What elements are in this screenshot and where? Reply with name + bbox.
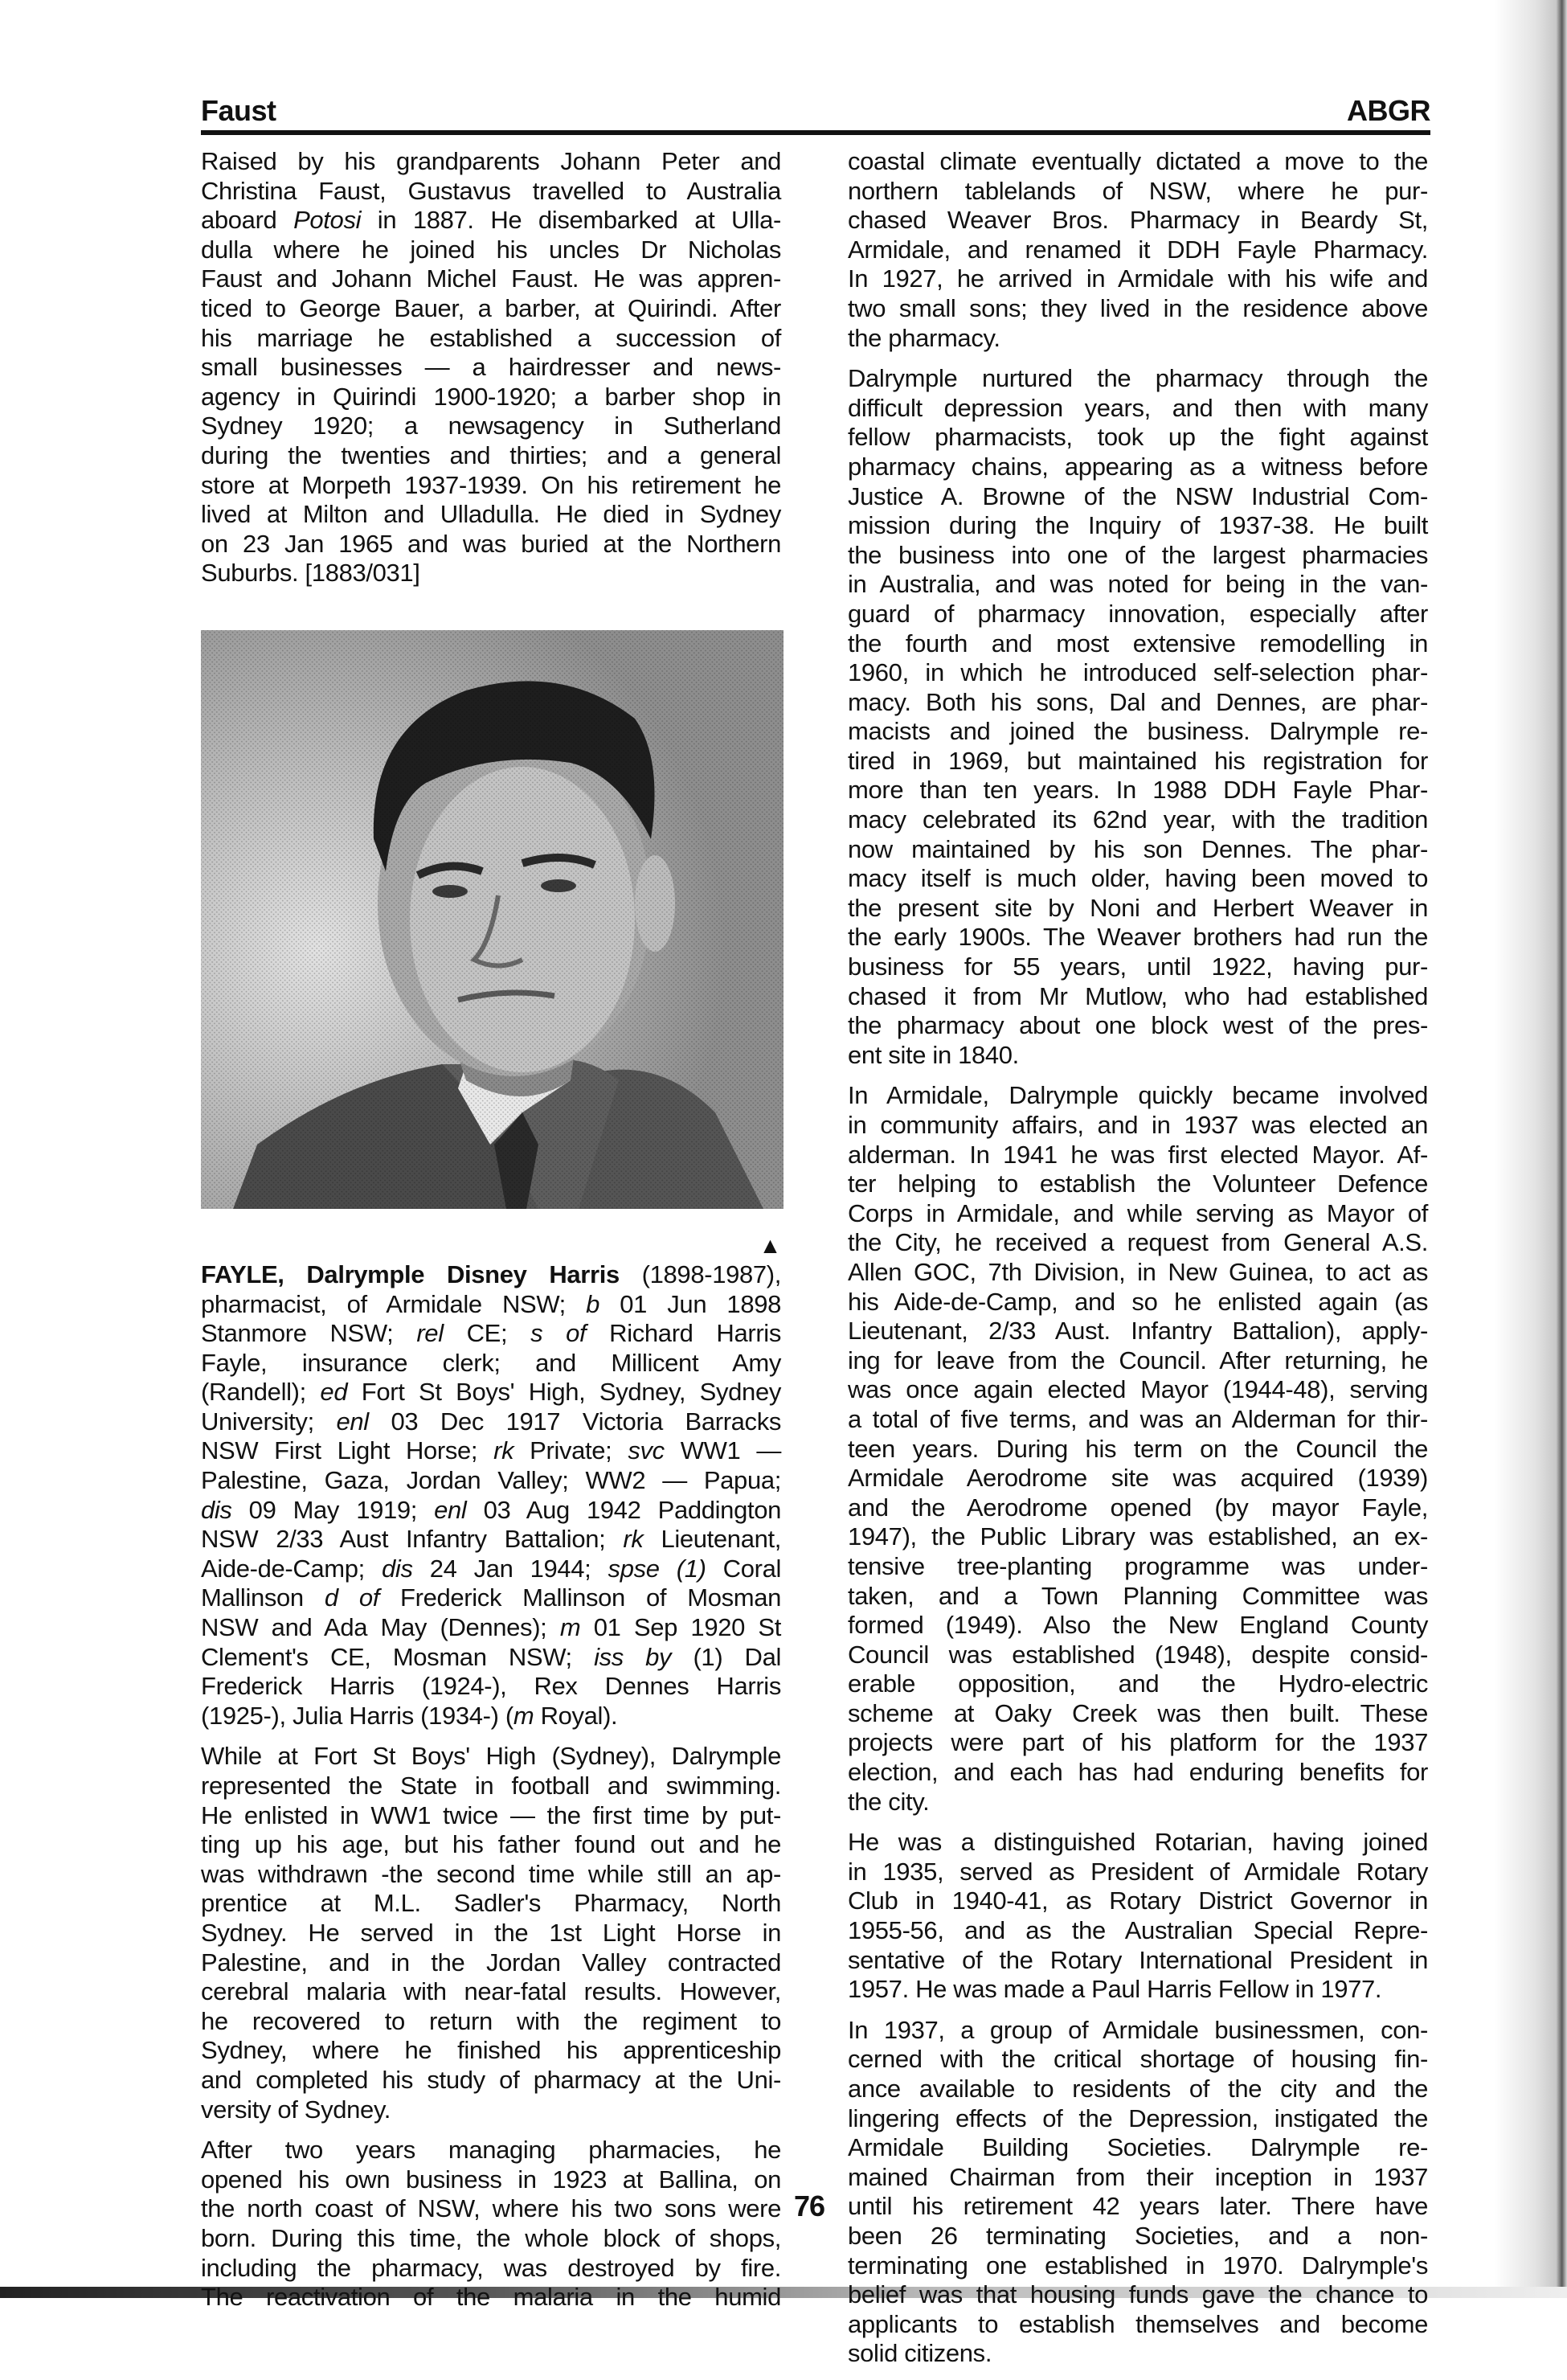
text-line: Christina Faust, Gustavus travelled to Australia [201, 176, 781, 205]
text-line: applicants to establish themselves and become [848, 2309, 1428, 2338]
text-line: 1960, in which he introduced self-selection phar- [848, 658, 1428, 687]
text-line: the pharmacy. [848, 323, 1000, 352]
text-line: more than ten years. In 1988 DDH Fayle Phar- [848, 776, 1428, 805]
right-column [848, 147, 1428, 2380]
text-line: Sydney, where he finished his apprenticeship [201, 2036, 781, 2065]
text-line: Stanmore NSW; rel CE; s of Richard Harris [201, 1319, 781, 1348]
text-line: guard of pharmacy innovation, especially after [848, 599, 1428, 628]
text-line: the fourth and most extensive remodelling in [848, 629, 1428, 657]
text-line: his Aide-de-Camp, and so he enlisted again (as [848, 1287, 1428, 1316]
text-line: Allen GOC, 7th Division, in New Guinea, to act as [848, 1257, 1428, 1286]
text-line: (Randell); ed Fort St Boys' High, Sydney, Sydney [201, 1378, 781, 1407]
text-line: lived at Milton and Ulladulla. He died in Sydney [201, 500, 781, 529]
text-line: Faust and Johann Michel Faust. He was appren- [201, 264, 781, 293]
text-line: Lieutenant, 2/33 Aust. Infantry Battalion), apply- [848, 1317, 1428, 1346]
text-line: the pharmacy about one block west of the pres- [848, 1011, 1428, 1040]
portrait-photo [201, 630, 784, 1209]
text-line: Council was established (1948), despite consid- [848, 1640, 1428, 1669]
text-line: mission during the Inquiry of 1937-38. He built [848, 511, 1428, 540]
text-line: represented the State in football and swimming. [201, 1772, 781, 1800]
text-line: Sydney 1920; a newsagency in Sutherland [201, 412, 781, 440]
paragraph [848, 2016, 1428, 2369]
running-head-right: ABGR [1347, 94, 1430, 127]
text-line: lingering effects of the Depression, instigated the [848, 2103, 1428, 2132]
text-line: Palestine, and in the Jordan Valley contracted [201, 1948, 781, 1977]
text-line: business for 55 years, until 1922, having pur- [848, 952, 1428, 981]
text-line: While at Fort St Boys' High (Sydney), Dalrymple [201, 1742, 781, 1771]
text-line: on 23 Jan 1965 and was buried at the Northern [201, 529, 781, 558]
text-line: dulla where he joined his uncles Dr Nicholas [201, 235, 781, 264]
text-line: Dalrymple nurtured the pharmacy through the [848, 364, 1428, 393]
text-line: FAYLE, Dalrymple Disney Harris (1898-1987), [201, 1260, 781, 1288]
text-line: aboard Potosi in 1887. He disembarked at Ulla- [201, 206, 781, 235]
text-line: 1955-56, and as the Australian Special Repre- [848, 1916, 1428, 1945]
text-line: 1957. He was made a Paul Harris Fellow in 1977. [848, 1975, 1382, 2004]
text-line: the city. [848, 1787, 930, 1816]
text-line: including the pharmacy, was destroyed by fire. [201, 2253, 781, 2282]
text-line: ting up his age, but his father found out and he [201, 1830, 781, 1859]
text-line: Suburbs. [1883/031] [201, 559, 420, 588]
page-edge-shadow [1495, 0, 1567, 2298]
text-line: a total of five terms, and was an Alderman for thir- [848, 1404, 1428, 1433]
text-line: small businesses — a hairdresser and news- [201, 353, 781, 382]
left-column [201, 147, 781, 2324]
text-line: (1925-), Julia Harris (1934-) (m Royal). [201, 1701, 618, 1730]
text-line: projects were part of his platform for the 1937 [848, 1728, 1428, 1757]
text-line: and the Aerodrome opened (by mayor Fayle, [848, 1493, 1428, 1522]
text-line: cerned with the critical shortage of housing fin- [848, 2045, 1428, 2074]
paragraph [848, 1828, 1428, 2005]
text-line: Frederick Harris (1924-), Rex Dennes Harris [201, 1672, 781, 1701]
text-line: Clement's CE, Mosman NSW; iss by (1) Dal [201, 1642, 781, 1671]
text-line: the present site by Noni and Herbert Weaver in [848, 893, 1428, 922]
text-line: prentice at M.L. Sadler's Pharmacy, North [201, 1889, 781, 1918]
paragraph [201, 2136, 781, 2312]
entry-marker-triangle-icon: ▲ [759, 1232, 781, 1258]
paragraph [848, 364, 1428, 1070]
portrait-illustration [201, 630, 784, 1209]
text-line: the City, he received a request from General A.S. [848, 1228, 1428, 1257]
text-line: alderman. In 1941 he was first elected Mayor. Af- [848, 1140, 1428, 1169]
text-line: his marriage he established a succession of [201, 323, 781, 352]
biography-entry-header [201, 1260, 781, 1731]
text-line: and completed his study of pharmacy at the Uni- [201, 2065, 781, 2094]
text-line: the north coast of NSW, where his two sons were [201, 2194, 781, 2223]
text-line: macy celebrated its 62nd year, with the tradition [848, 805, 1428, 834]
text-line: fellow pharmacists, took up the fight against [848, 423, 1428, 452]
text-line: opened his own business in 1923 at Ballina, on [201, 2165, 781, 2194]
paragraph [201, 1742, 781, 2124]
text-line: Fayle, insurance clerk; and Millicent Amy [201, 1348, 781, 1377]
text-line: Palestine, Gaza, Jordan Valley; WW2 — Papua; [201, 1466, 781, 1495]
text-line: formed (1949). Also the New England County [848, 1611, 1428, 1640]
text-line: coastal climate eventually dictated a move to the [848, 147, 1428, 175]
text-line: teen years. During his term on the Council the [848, 1434, 1428, 1463]
text-line: NSW First Light Horse; rk Private; svc WW1 — [201, 1436, 781, 1465]
text-line: scheme at Oaky Creek was then built. These [848, 1698, 1428, 1727]
text-line: Club in 1940-41, as Rotary District Governor in [848, 1886, 1428, 1915]
text-line: cerebral malaria with near-fatal results. However, [201, 1977, 781, 2006]
running-head-left: Faust [201, 94, 276, 127]
text-line: In Armidale, Dalrymple quickly became involved [848, 1081, 1428, 1110]
text-line: store at Morpeth 1937-1939. On his retirement he [201, 470, 781, 499]
text-line: Armidale Aerodrome site was acquired (1939) [848, 1464, 1428, 1493]
text-line: in community affairs, and in 1937 was elected an [848, 1111, 1428, 1139]
text-line: 1947), the Public Library was established, an ex- [848, 1522, 1428, 1551]
text-line: northern tablelands of NSW, where he pur- [848, 176, 1428, 205]
text-line: ter helping to establish the Volunteer Defence [848, 1170, 1428, 1198]
text-line: Sydney. He served in the 1st Light Horse in [201, 1918, 781, 1947]
text-line: sentative of the Rotary International President in [848, 1945, 1428, 1974]
text-line: two small sons; they lived in the residence above [848, 293, 1428, 322]
text-line: election, and each has had enduring benefits for [848, 1758, 1428, 1787]
text-line: Aide-de-Camp; dis 24 Jan 1944; spse (1) Coral [201, 1554, 782, 1583]
text-line: difficult depression years, and then with many [848, 393, 1428, 422]
text-line: University; enl 03 Dec 1917 Victoria Barracks [201, 1407, 782, 1436]
text-line: he recovered to return with the regiment to [201, 2006, 781, 2035]
text-line: in 1935, served as President of Armidale Rotary [848, 1857, 1428, 1886]
text-line: macy itself is much older, having been moved to [848, 864, 1428, 893]
text-line: chased Weaver Bros. Pharmacy in Beardy St, [848, 206, 1428, 235]
text-line: After two years managing pharmacies, he [201, 2136, 781, 2165]
text-line: now maintained by his son Dennes. The phar- [848, 834, 1428, 863]
text-line: born. During this time, the whole block of shops, [201, 2223, 781, 2252]
text-line: pharmacy chains, appearing as a witness before [848, 452, 1428, 481]
text-line: the early 1900s. The Weaver brothers had run the [848, 923, 1428, 952]
page-number: 76 [794, 2190, 825, 2222]
text-line: In 1937, a group of Armidale businessmen, con- [848, 2015, 1428, 2044]
text-line: agency in Quirindi 1900-1920; a barber shop in [201, 382, 781, 411]
text-line: He enlisted in WW1 twice — the first time by put- [201, 1800, 781, 1829]
text-line: tired in 1969, but maintained his registration for [848, 746, 1428, 775]
text-line: macists and joined the business. Dalrymple re- [848, 717, 1428, 746]
text-line: dis 09 May 1919; enl 03 Aug 1942 Paddington [201, 1495, 781, 1524]
text-line: Raised by his grandparents Johann Peter and [201, 147, 781, 175]
text-line: Armidale Building Societies. Dalrymple re- [848, 2133, 1428, 2162]
text-line: Corps in Armidale, and while serving as Mayor of [848, 1198, 1428, 1227]
paragraph [848, 147, 1428, 353]
text-line: was withdrawn -the second time while still an ap- [201, 1859, 781, 1888]
text-line: the business into one of the largest pharmacies [848, 540, 1428, 569]
text-line: been 26 terminating Societies, and a non- [848, 2221, 1428, 2250]
text-line: mained Chairman from their inception in 1937 [848, 2162, 1428, 2191]
paragraph [201, 147, 781, 588]
text-line: NSW 2/33 Aust Infantry Battalion; rk Lieutenant, [201, 1525, 782, 1554]
text-line: solid citizens. [848, 2339, 992, 2368]
text-line: pharmacist, of Armidale NSW; b 01 Jun 1898 [201, 1289, 781, 1318]
text-line: NSW and Ada May (Dennes); m 01 Sep 1920 St [201, 1613, 781, 1642]
text-line: Mallinson d of Frederick Mallinson of Mosman [201, 1583, 781, 1612]
text-line: He was a distinguished Rotarian, having joined [848, 1828, 1428, 1857]
text-line: macy. Both his sons, Dal and Dennes, are phar- [848, 687, 1428, 716]
text-line: In 1927, he arrived in Armidale with his wife and [848, 264, 1428, 293]
text-line: until his retirement 42 years later. There have [848, 2192, 1428, 2221]
text-line: versity of Sydney. [201, 2095, 391, 2124]
text-line: taken, and a Town Planning Committee was [848, 1581, 1428, 1610]
text-line: ance available to residents of the city and the [848, 2075, 1428, 2103]
text-line: Justice A. Browne of the NSW Industrial Com- [848, 481, 1428, 510]
text-line: erable opposition, and the Hydro-electric [848, 1669, 1428, 1698]
text-line: ticed to George Bauer, a barber, at Quirindi. After [201, 293, 781, 322]
text-line: terminating one established in 1970. Dalrymple's [848, 2251, 1428, 2280]
paragraph [848, 1081, 1428, 1817]
text-line: was once again elected Mayor (1944-48), serving [848, 1375, 1428, 1404]
text-line: ing for leave from the Council. After returning, he [848, 1346, 1428, 1374]
text-line: belief was that housing funds gave the chance to [848, 2280, 1428, 2309]
text-line: The reactivation of the malaria in the humid [201, 2283, 781, 2312]
text-line: tensive tree-planting programme was under- [848, 1551, 1428, 1580]
text-line: chased it from Mr Mutlow, who had established [848, 981, 1428, 1010]
text-line: in Australia, and was noted for being in the van- [848, 570, 1428, 599]
text-line: Armidale, and renamed it DDH Fayle Pharmacy. [848, 235, 1428, 264]
header-rule [201, 130, 1430, 135]
text-line: during the twenties and thirties; and a general [201, 440, 781, 469]
text-line: ent site in 1840. [848, 1040, 1019, 1069]
